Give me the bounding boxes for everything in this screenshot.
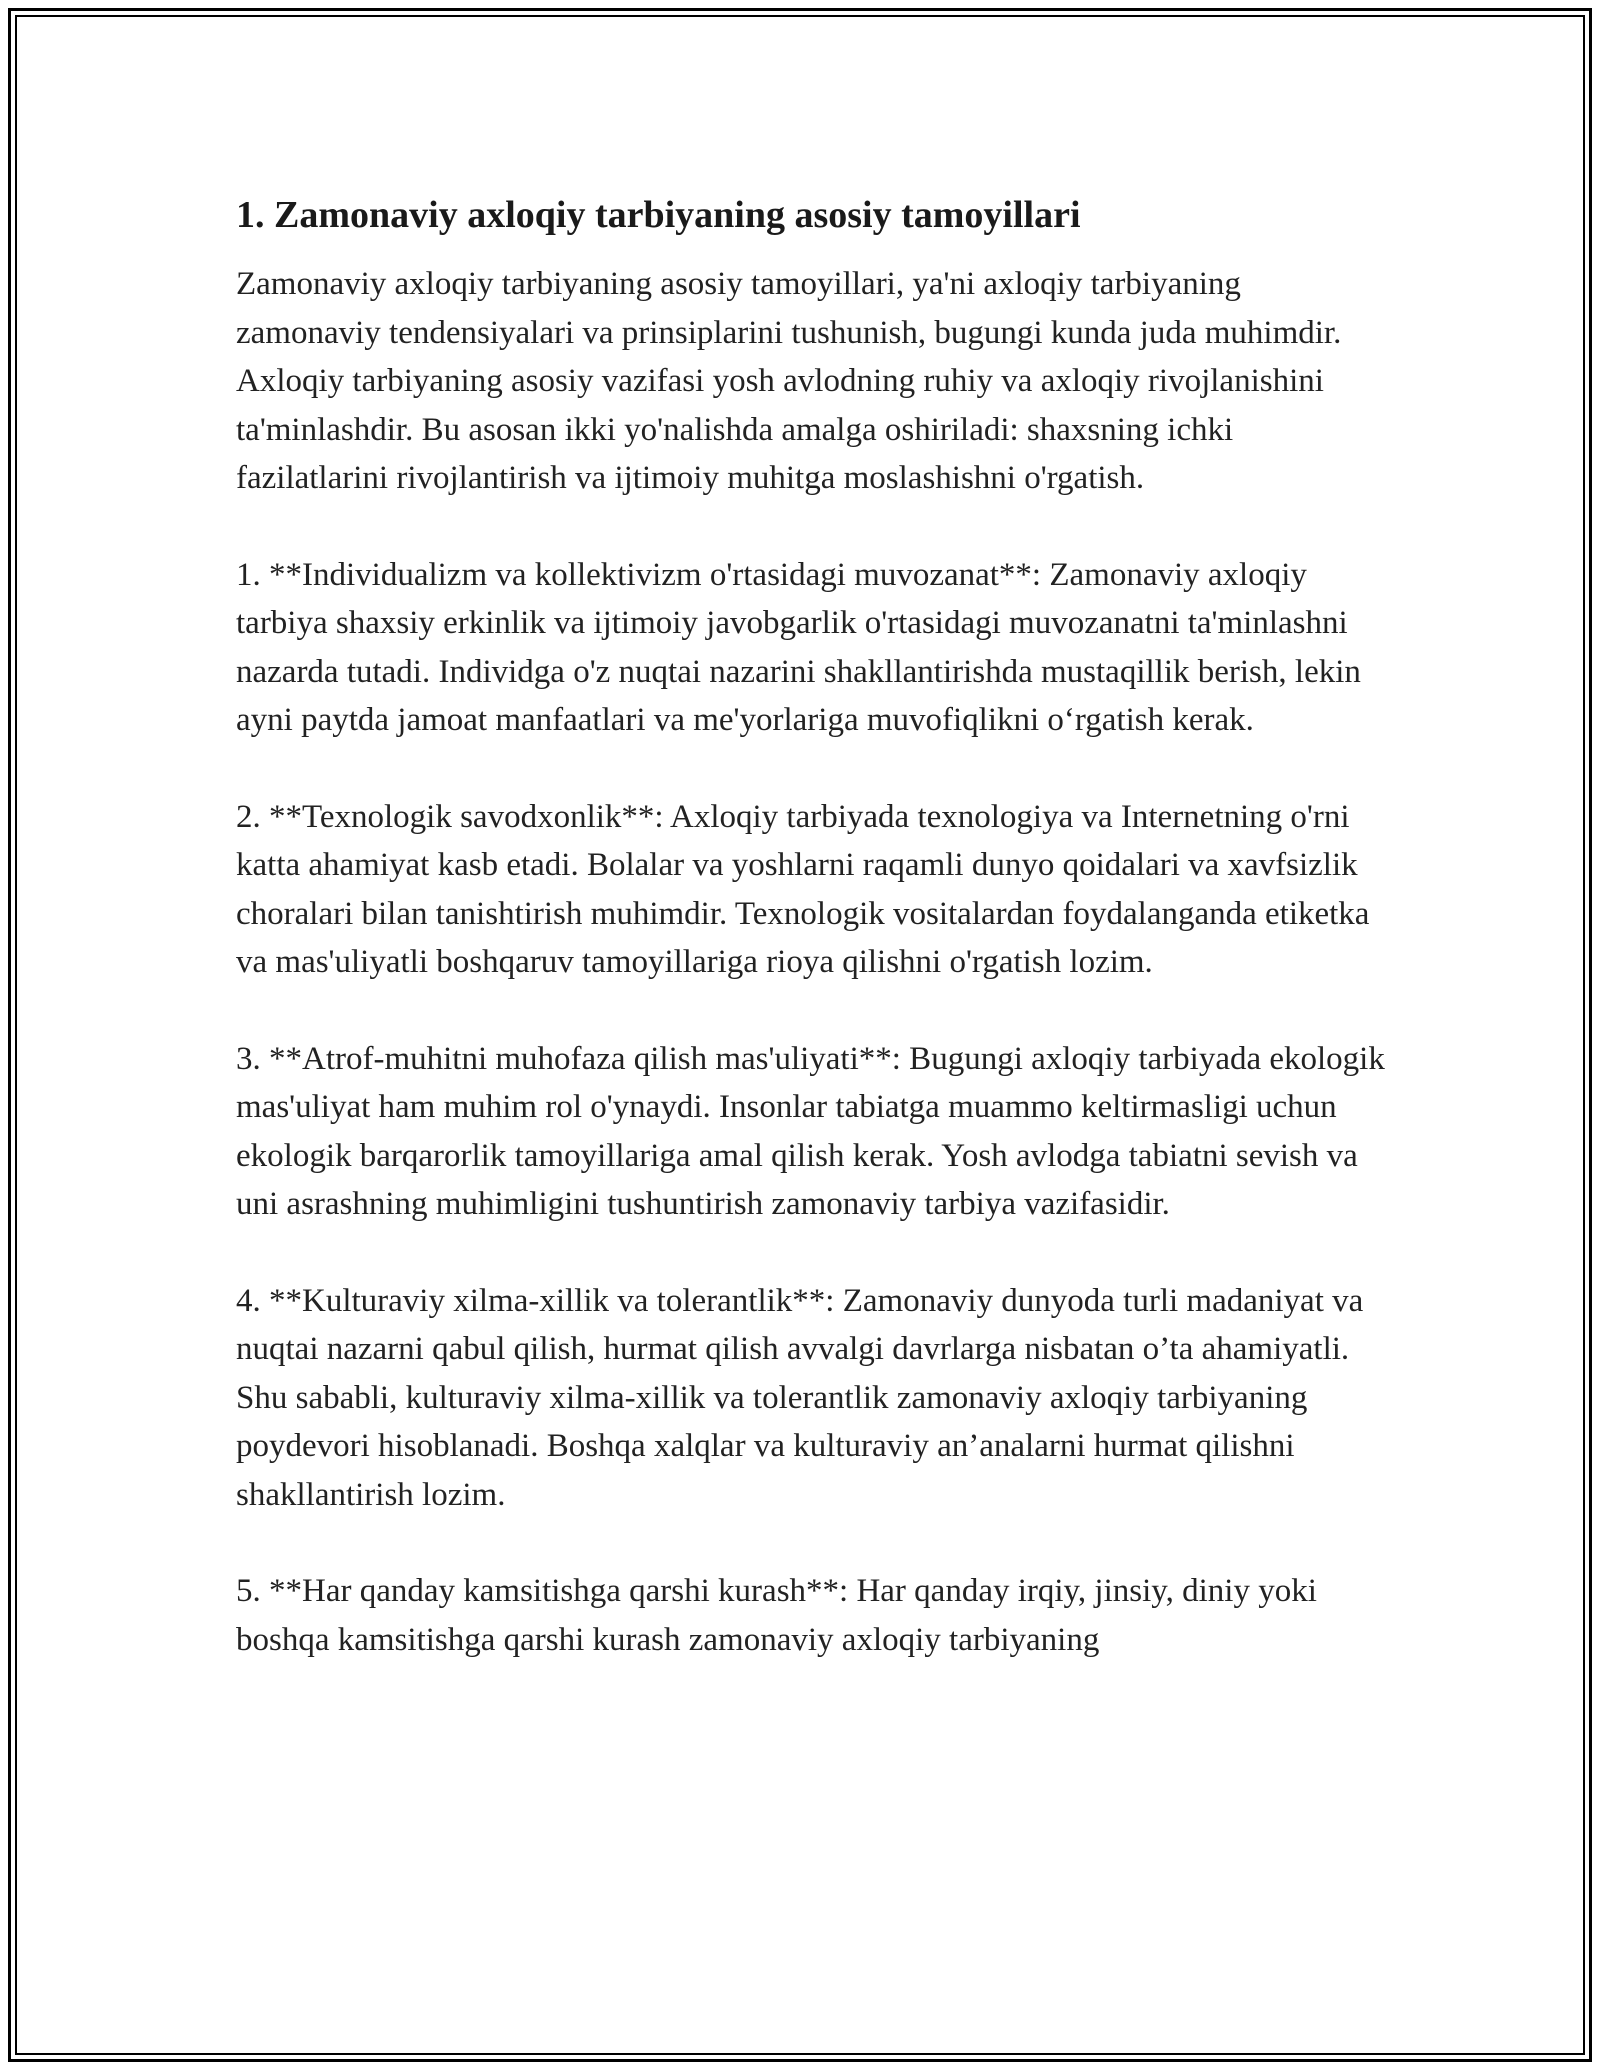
paragraph-item-3: 3. **Atrof-muhitni muhofaza qilish mas'uliyati**: Bugungi axloqiy tarbiyada ekologik mas'uliyat ham muhim rol o'ynaydi. Insonlar tabiatga muammo keltirmasligi uchun ekologik barqarorlik tamoyillariga amal qilish kerak. Yosh avlodga tabiatni sevish va uni asrashning muhimligini tushuntirish zamonaviy tarbiya vazifasidir. bbox=[236, 1040, 1385, 1222]
paragraph-item-4: 4. **Kulturaviy xilma-xillik va tolerantlik**: Zamonaviy dunyoda turli madaniyat va nuqtai nazarni qabul qilish, hurmat qilish avvalgi davrlarga nisbatan o’ta ahamiyatli. Shu sababli, kulturaviy xilma-xillik va tolerantlik zamonaviy axloqiy tarbiyaning poydevori hisoblanadi. Boshqa xalqlar va kulturaviy an’analarni hurmat qilishni shakllantirish lozim. bbox=[236, 1282, 1364, 1513]
section-title: 1. Zamonaviy axloqiy tarbiyaning asosiy tamoyillari bbox=[236, 194, 1081, 236]
paragraph-item-2: 2. **Texnologik savodxonlik**: Axloqiy tarbiyada texnologiya va Internetning o'rni katta ahamiyat kasb etadi. Bolalar va yoshlarni raqamli dunyo qoidalari va xavfsizlik choralari bilan tanishtirish muhimdir. Texnologik vositalardan foydalanganda etiketka va mas'uliyatli boshqaruv tamoyillariga rioya qilishni o'rgatish lozim. bbox=[236, 798, 1370, 980]
document-body bbox=[236, 190, 1386, 1712]
paragraph-item-5: 5. **Har qanday kamsitishga qarshi kurash**: Har qanday irqiy, jinsiy, diniy yoki boshqa kamsitishga qarshi kurash zamonaviy axloqiy tarbiyaning bbox=[236, 1573, 1317, 1658]
paragraph-intro: Zamonaviy axloqiy tarbiyaning asosiy tamoyillari, ya'ni axloqiy tarbiyaning zamonaviy tendensiyalari va prinsiplarini tushunish, bugungi kunda juda muhimdir. Axloqiy tarbiyaning asosiy vazifasi yosh avlodning ruhiy va axloqiy rivojlanishini ta'minlashdir. Bu asosan ikki yo'nalishda amalga oshiriladi: shaxsning ichki fazilatlarini rivojlantirish va ijtimoiy muhitga moslashishni o'rgatish. bbox=[236, 266, 1342, 496]
paragraph-item-1: 1. **Individualizm va kollektivizm o'rtasidagi muvozanat**: Zamonaviy axloqiy tarbiya shaxsiy erkinlik va ijtimoiy javobgarlik o'rtasidagi muvozanatni ta'minlashni nazarda tutadi. Individga o'z nuqtai nazarini shakllantirishda mustaqillik berish, lekin ayni paytda jamoat manfaatlari va me'yorlariga muvofiqlikni o‘rgatish kerak. bbox=[236, 556, 1361, 738]
